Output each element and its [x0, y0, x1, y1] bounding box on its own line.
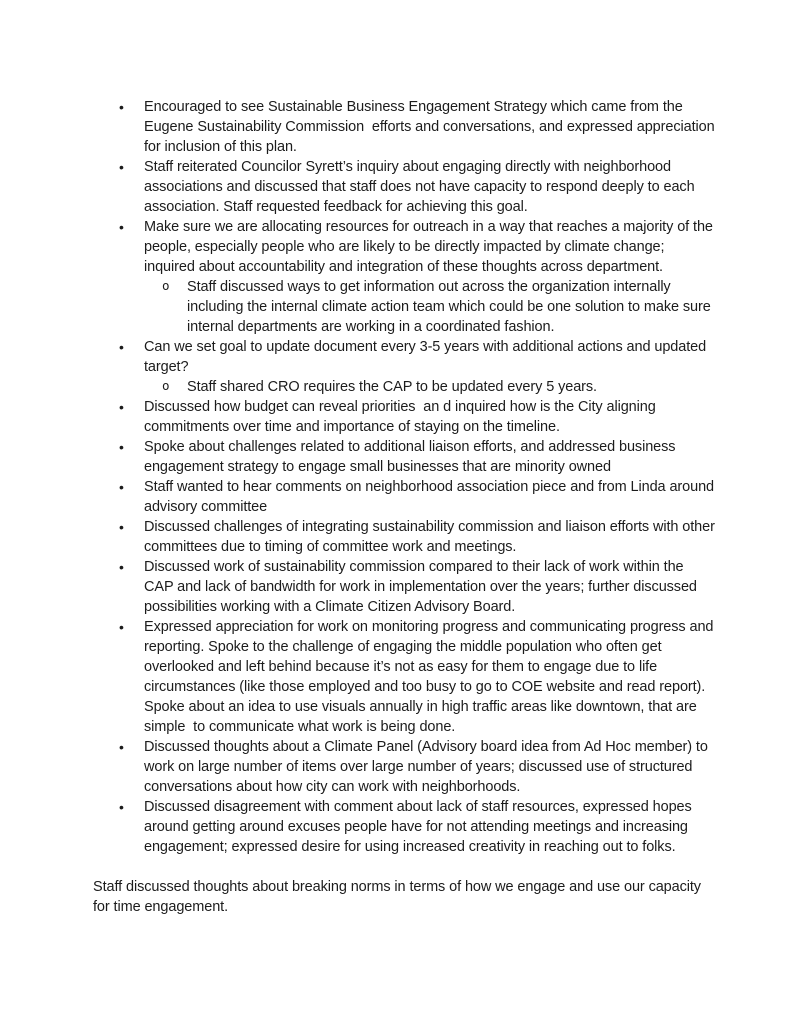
bullet-item [93, 557, 715, 617]
bullet-item [93, 517, 715, 557]
bullet-item [93, 97, 715, 157]
bullet-text: Staff wanted to hear comments on neighborhood association piece and from Linda around advisory committee [144, 479, 714, 515]
bullet-item [93, 217, 715, 337]
sub-bullet-list [144, 377, 715, 397]
bullet-text: Staff reiterated Councilor Syrett’s inquiry about engaging directly with neighborhood associations and discussed that staff does not have capacity to respond deeply to each association. Staff requested feedback for achieving this goal. [144, 159, 695, 215]
bullet-marker-icon: • [119, 399, 124, 415]
bullet-marker-icon: • [119, 619, 124, 635]
bullet-marker-icon: • [119, 559, 124, 575]
bullet-text: Expressed appreciation for work on monitoring progress and communicating progress and reporting. Spoke to the challenge of engaging the middle population who often get overlooked and left behind because it’s not as easy for them to engage due to life circumstances (like those employed and too busy to go to COE website and read report). Spoke about an idea to use visuals annually in high traffic areas like downtown, that are simple to communicate what work is being done. [144, 619, 714, 735]
bullet-text: Spoke about challenges related to additional liaison efforts, and addressed business engagement strategy to engage small businesses that are minority owned [144, 439, 676, 475]
bullet-marker-icon: • [119, 339, 124, 355]
bullet-marker-icon: • [119, 99, 124, 115]
bullet-item [93, 477, 715, 517]
bullet-item [93, 337, 715, 397]
bullet-item [93, 797, 715, 857]
bullet-text: Discussed work of sustainability commission compared to their lack of work within the CAP and lack of bandwidth for work in implementation over the years; further discussed possibilities working with a Climate Citizen Advisory Board. [144, 559, 697, 615]
closing-paragraph: Staff discussed thoughts about breaking norms in terms of how we engage and use our capacity for time engagement. [93, 879, 701, 915]
sub-bullet-marker-icon: o [162, 378, 170, 393]
bullet-text: Can we set goal to update document every 3-5 years with additional actions and updated target? [144, 339, 707, 375]
sub-bullet-list [144, 277, 715, 337]
bullet-item [93, 437, 715, 477]
bullet-text: Discussed challenges of integrating sustainability commission and liaison efforts with other committees due to timing of committee work and meetings. [144, 519, 715, 555]
sub-bullet-text: Staff shared CRO requires the CAP to be updated every 5 years. [187, 379, 597, 395]
bullet-marker-icon: • [119, 479, 124, 495]
bullet-text: Discussed disagreement with comment about lack of staff resources, expressed hopes around getting around excuses people have for not attending meetings and increasing engagement; expressed desire for using increased creativity in reaching out to folks. [144, 799, 692, 855]
bullet-item [93, 397, 715, 437]
sub-bullet-item [144, 277, 715, 337]
bullet-list [93, 97, 715, 857]
bullet-text: Encouraged to see Sustainable Business Engagement Strategy which came from the Eugene Sustainability Commission efforts and conversations, and expressed appreciation for inclusion of this plan. [144, 99, 715, 155]
sub-bullet-item [144, 377, 715, 397]
bullet-text: Make sure we are allocating resources for outreach in a way that reaches a majority of the people, especially people who are likely to be directly impacted by climate change; inquired about accountability and integration of these thoughts across department. [144, 219, 713, 275]
bullet-marker-icon: • [119, 159, 124, 175]
bullet-item [93, 617, 715, 737]
bullet-text: Discussed thoughts about a Climate Panel (Advisory board idea from Ad Hoc member) to work on large number of items over large number of years; discussed use of structured conversations about how city can work with neighborhoods. [144, 739, 708, 795]
bullet-item [93, 157, 715, 217]
bullet-marker-icon: • [119, 739, 124, 755]
sub-bullet-marker-icon: o [162, 278, 170, 293]
bullet-marker-icon: • [119, 799, 124, 815]
bullet-marker-icon: • [119, 439, 124, 455]
bullet-text: Discussed how budget can reveal priorities an d inquired how is the City aligning commitments over time and importance of staying on the timeline. [144, 399, 656, 435]
sub-bullet-text: Staff discussed ways to get information out across the organization internally including the internal climate action team which could be one solution to make sure internal departments are working in a coordinated fashion. [187, 279, 711, 335]
bullet-marker-icon: • [119, 219, 124, 235]
bullet-marker-icon: • [119, 519, 124, 535]
bullet-item [93, 737, 715, 797]
